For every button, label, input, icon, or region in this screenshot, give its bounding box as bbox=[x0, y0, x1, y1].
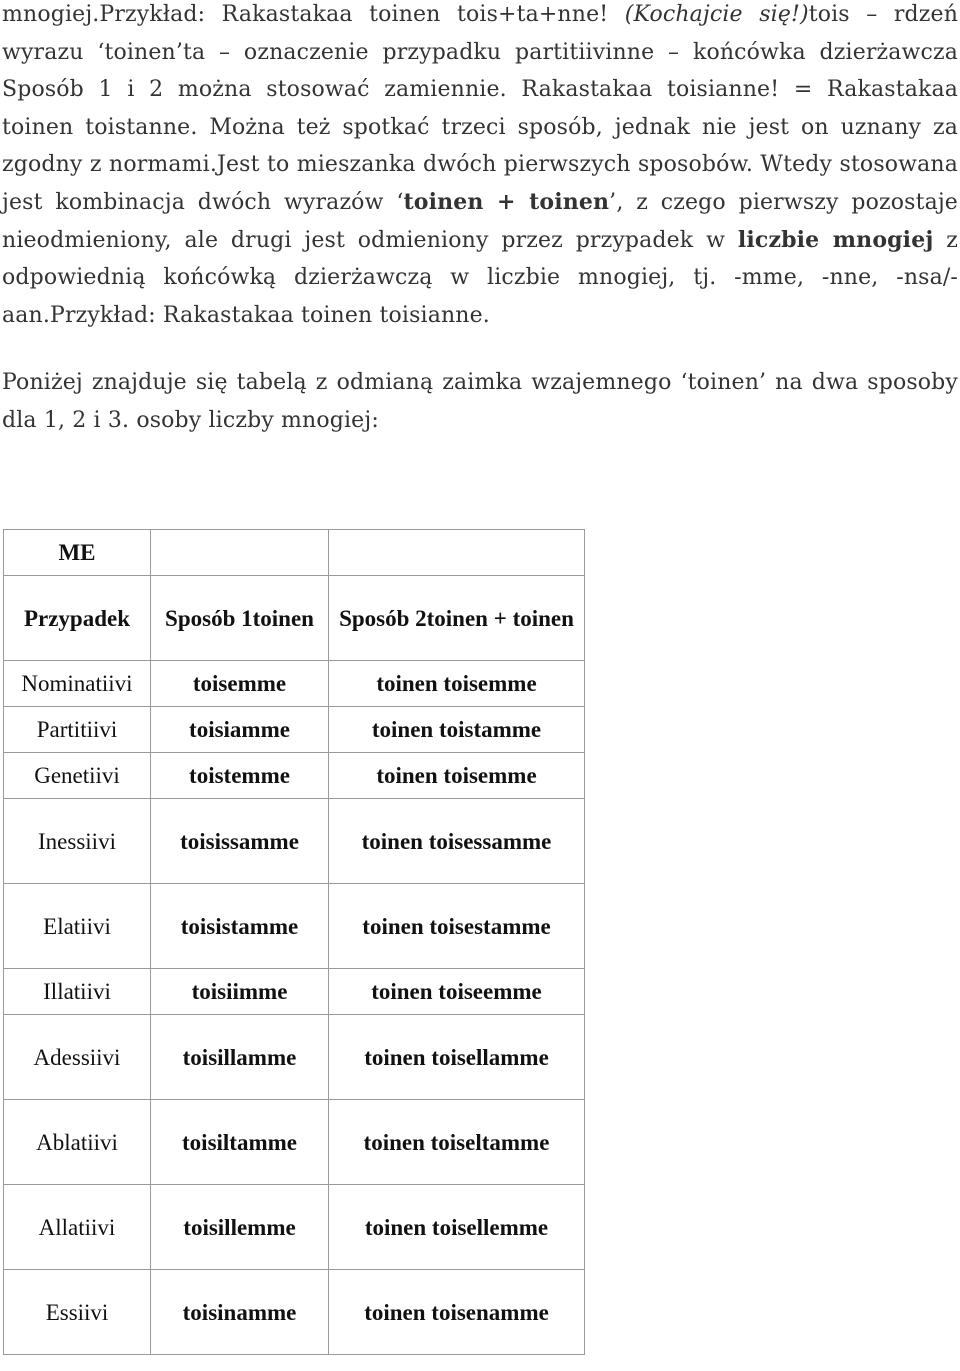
table-row bbox=[4, 884, 585, 969]
table-cell-way1: toisemme bbox=[151, 661, 329, 707]
table-row bbox=[4, 1185, 585, 1270]
table-cell-me-label: ME bbox=[4, 530, 151, 576]
paragraph1-bold-plural: liczbie mnogiej bbox=[737, 226, 934, 253]
table-cell-way1: toisillemme bbox=[151, 1185, 329, 1270]
table-cell-empty bbox=[329, 530, 585, 576]
paragraph1-text-3: ’, z czego pierwszy pozostaje nieodmieniony, ale drugi jest odmieniony przez przypadek w bbox=[2, 189, 958, 253]
table-cell-way1: toisiimme bbox=[151, 969, 329, 1015]
table-cell-case: Elatiivi bbox=[4, 884, 151, 969]
table-cell-case: Nominatiivi bbox=[4, 661, 151, 707]
table-header-row bbox=[4, 576, 585, 661]
table-cell-empty bbox=[151, 530, 329, 576]
paragraph1-text-2: tois – rdzeń wyrazu ‘toinen’ta – oznaczenie przypadku partitiivinne – końcówka dzierżawcza Sposób 1 i 2 można stosować zamiennie. Rakastakaa toisianne! = Rakastakaa toinen toistanne. Można też spotkać trzeci sposób, jednak nie jest on uznany za zgodny z normami.Jest to mieszanka dwóch pierwszych sposobów. Wtedy stosowana jest kombinacja dwóch wyrazów ‘ bbox=[2, 2, 959, 215]
paragraph1-italic-example: (Kochajcie się!) bbox=[624, 2, 809, 27]
table-header-way1: Sposób 1toinen bbox=[151, 576, 329, 661]
paragraph1-text-1: mnogiej.Przykład: Rakastakaa toinen tois+ta+nne! bbox=[2, 2, 625, 27]
declension-table bbox=[3, 529, 585, 1355]
table-cell-way1: toisissamme bbox=[151, 799, 329, 884]
table-cell-case: Ablatiivi bbox=[4, 1100, 151, 1185]
table-row bbox=[4, 799, 585, 884]
table-cell-way1: toistemme bbox=[151, 753, 329, 799]
paragraph-table-intro: Poniżej znajduje się tabelą z odmianą zaimka wzajemnego ‘toinen’ na dwa sposoby dla 1, 2 i 3. osoby liczby mnogiej: bbox=[2, 370, 958, 433]
table-row-me bbox=[4, 530, 585, 576]
table-row bbox=[4, 661, 585, 707]
table-cell-case: Essiivi bbox=[4, 1270, 151, 1355]
table-cell-case: Partitiivi bbox=[4, 707, 151, 753]
table-header-case: Przypadek bbox=[4, 576, 151, 661]
table-row bbox=[4, 1100, 585, 1185]
table-cell-way1: toisiltamme bbox=[151, 1100, 329, 1185]
paragraph-method-description bbox=[2, 0, 958, 334]
table-cell-way2: toinen toisemme bbox=[329, 661, 585, 707]
table-cell-case: Genetiivi bbox=[4, 753, 151, 799]
table-row bbox=[4, 753, 585, 799]
table-row bbox=[4, 969, 585, 1015]
table-cell-case: Illatiivi bbox=[4, 969, 151, 1015]
table-cell-case: Adessiivi bbox=[4, 1015, 151, 1100]
table-cell-way2: toinen toisemme bbox=[329, 753, 585, 799]
table-row bbox=[4, 1015, 585, 1100]
table-cell-case: Inessiivi bbox=[4, 799, 151, 884]
table-header-way2: Sposób 2toinen + toinen bbox=[329, 576, 585, 661]
table-cell-way1: toisillamme bbox=[151, 1015, 329, 1100]
table-cell-way1: toisistamme bbox=[151, 884, 329, 969]
table-cell-way1: toisiamme bbox=[151, 707, 329, 753]
table-row bbox=[4, 1270, 585, 1355]
table-cell-case: Allatiivi bbox=[4, 1185, 151, 1270]
table-cell-way2: toinen toiseltamme bbox=[329, 1100, 585, 1185]
table-cell-way2: toinen toisellemme bbox=[329, 1185, 585, 1270]
table-cell-way2: toinen toisessamme bbox=[329, 799, 585, 884]
table-cell-way2: toinen toisestamme bbox=[329, 884, 585, 969]
table-cell-way1: toisinamme bbox=[151, 1270, 329, 1355]
table-cell-way2: toinen toistamme bbox=[329, 707, 585, 753]
table-cell-way2: toinen toisenamme bbox=[329, 1270, 585, 1355]
table-cell-way2: toinen toiseemme bbox=[329, 969, 585, 1015]
paragraph1-text-4: z odpowiednią końcówką dzierżawczą w liczbie mnogiej, tj. -mme, -nne, -nsa/-aan.Przykład: Rakastakaa toinen toisianne. bbox=[2, 227, 958, 328]
table-row bbox=[4, 707, 585, 753]
paragraph1-bold-combination: toinen + toinen bbox=[403, 188, 610, 215]
table-cell-way2: toinen toisellamme bbox=[329, 1015, 585, 1100]
